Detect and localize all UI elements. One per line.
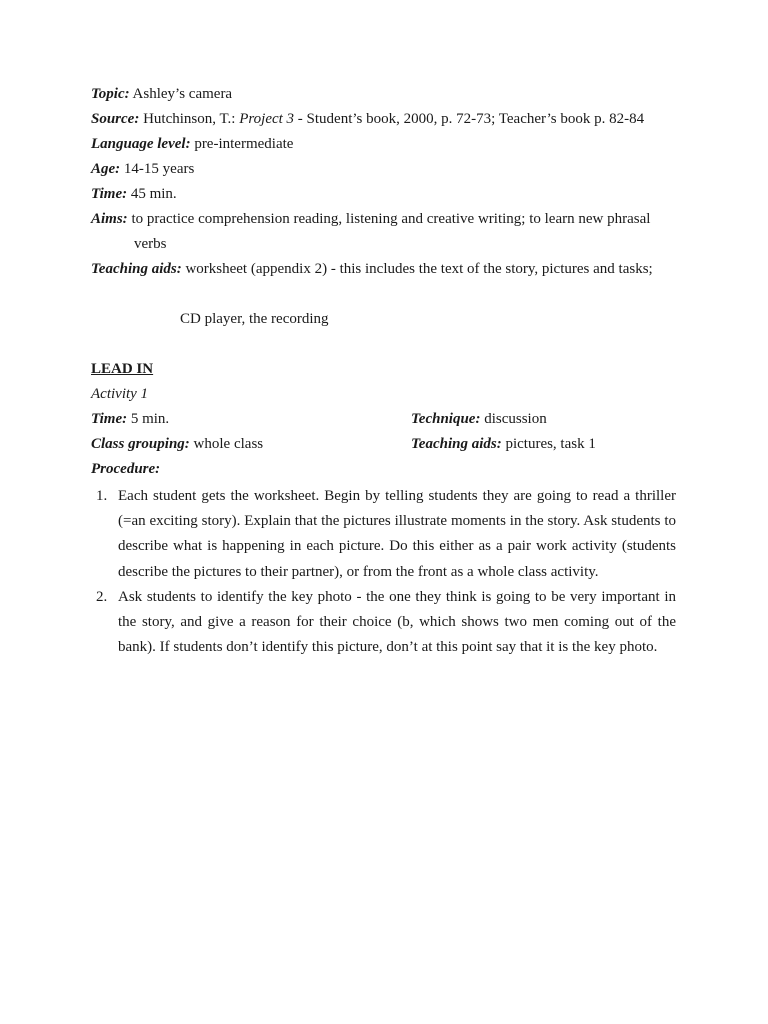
source-author: Hutchinson, T.:	[143, 111, 236, 127]
document-page	[91, 84, 676, 660]
source-title: Project 3	[239, 111, 295, 127]
activity-teaching-aids	[411, 434, 596, 454]
activity-title: Activity 1	[91, 386, 149, 402]
time-label: Time:	[91, 186, 128, 202]
activity-time-label: Time:	[91, 411, 128, 427]
list-item-number: 1.	[96, 488, 108, 504]
age-label: Age:	[91, 161, 121, 177]
activity-technique-value: discussion	[484, 411, 547, 427]
aims-value-line1: to practice comprehension reading, listening and creative writing; to learn new phrasal	[131, 211, 651, 227]
age-value: 14-15 years	[123, 161, 195, 177]
activity-time-value: 5 min.	[130, 411, 170, 427]
section-title-lead-in: LEAD IN	[91, 361, 154, 377]
procedure-list	[91, 484, 676, 660]
age-line	[91, 159, 676, 184]
teaching-aids-value-line1: worksheet (appendix 2) - this includes the text of the story, pictures and tasks;	[185, 261, 653, 277]
activity-technique-label: Technique:	[411, 411, 481, 427]
language-level-line	[91, 134, 676, 159]
aims-line	[91, 209, 676, 234]
teaching-aids-line	[91, 259, 676, 284]
activity-teaching-aids-label: Teaching aids:	[411, 436, 502, 452]
time-value: 45 min.	[130, 186, 177, 202]
source-line	[91, 109, 676, 134]
activity-technique	[411, 409, 547, 429]
time-line	[91, 184, 676, 209]
activity-teaching-aids-value: pictures, task 1	[505, 436, 596, 452]
activity-time-technique-row	[91, 409, 676, 434]
teaching-aids-value-line2: CD player, the recording	[180, 311, 329, 327]
aims-continuation	[91, 234, 676, 259]
aims-label: Aims:	[91, 211, 128, 227]
source-label: Source:	[91, 111, 140, 127]
topic-value: Ashley’s camera	[132, 86, 233, 102]
language-level-value: pre-intermediate	[194, 136, 294, 152]
activity-time	[91, 411, 169, 427]
language-level-label: Language level:	[91, 136, 191, 152]
aims-value-line2: verbs	[134, 236, 167, 252]
list-item	[91, 585, 676, 661]
activity-grouping-label: Class grouping:	[91, 436, 190, 452]
list-item-text: Each student gets the worksheet. Begin by telling students they are going to read a thriller (=an exciting story). Explain that the pictures illustrate moments in the story. Ask students to describe what is happening in each picture. Do this either as a pair work activity (students describe the pictures to their partner), or from the front as a whole class activity.	[118, 488, 676, 580]
list-item	[91, 484, 676, 585]
source-rest: - Student’s book, 2000, p. 72-73; Teacher’s book p. 82-84	[297, 111, 645, 127]
list-item-number: 2.	[96, 588, 108, 605]
topic-line	[91, 84, 676, 109]
teaching-aids-continuation	[91, 309, 676, 334]
teaching-aids-label: Teaching aids:	[91, 261, 182, 277]
topic-label: Topic:	[91, 86, 130, 102]
activity-grouping-value: whole class	[193, 436, 264, 452]
list-item-text: Ask students to identify the key photo - the one they think is going to be very important in the story, and give a reason for their choice (b, which shows two men coming out of the bank). If students don’t identify this picture, don’t at this point say that it is the key photo.	[118, 588, 676, 656]
activity-grouping-aids-row	[91, 434, 676, 459]
activity-grouping	[91, 436, 263, 452]
procedure-label: Procedure:	[91, 461, 161, 477]
